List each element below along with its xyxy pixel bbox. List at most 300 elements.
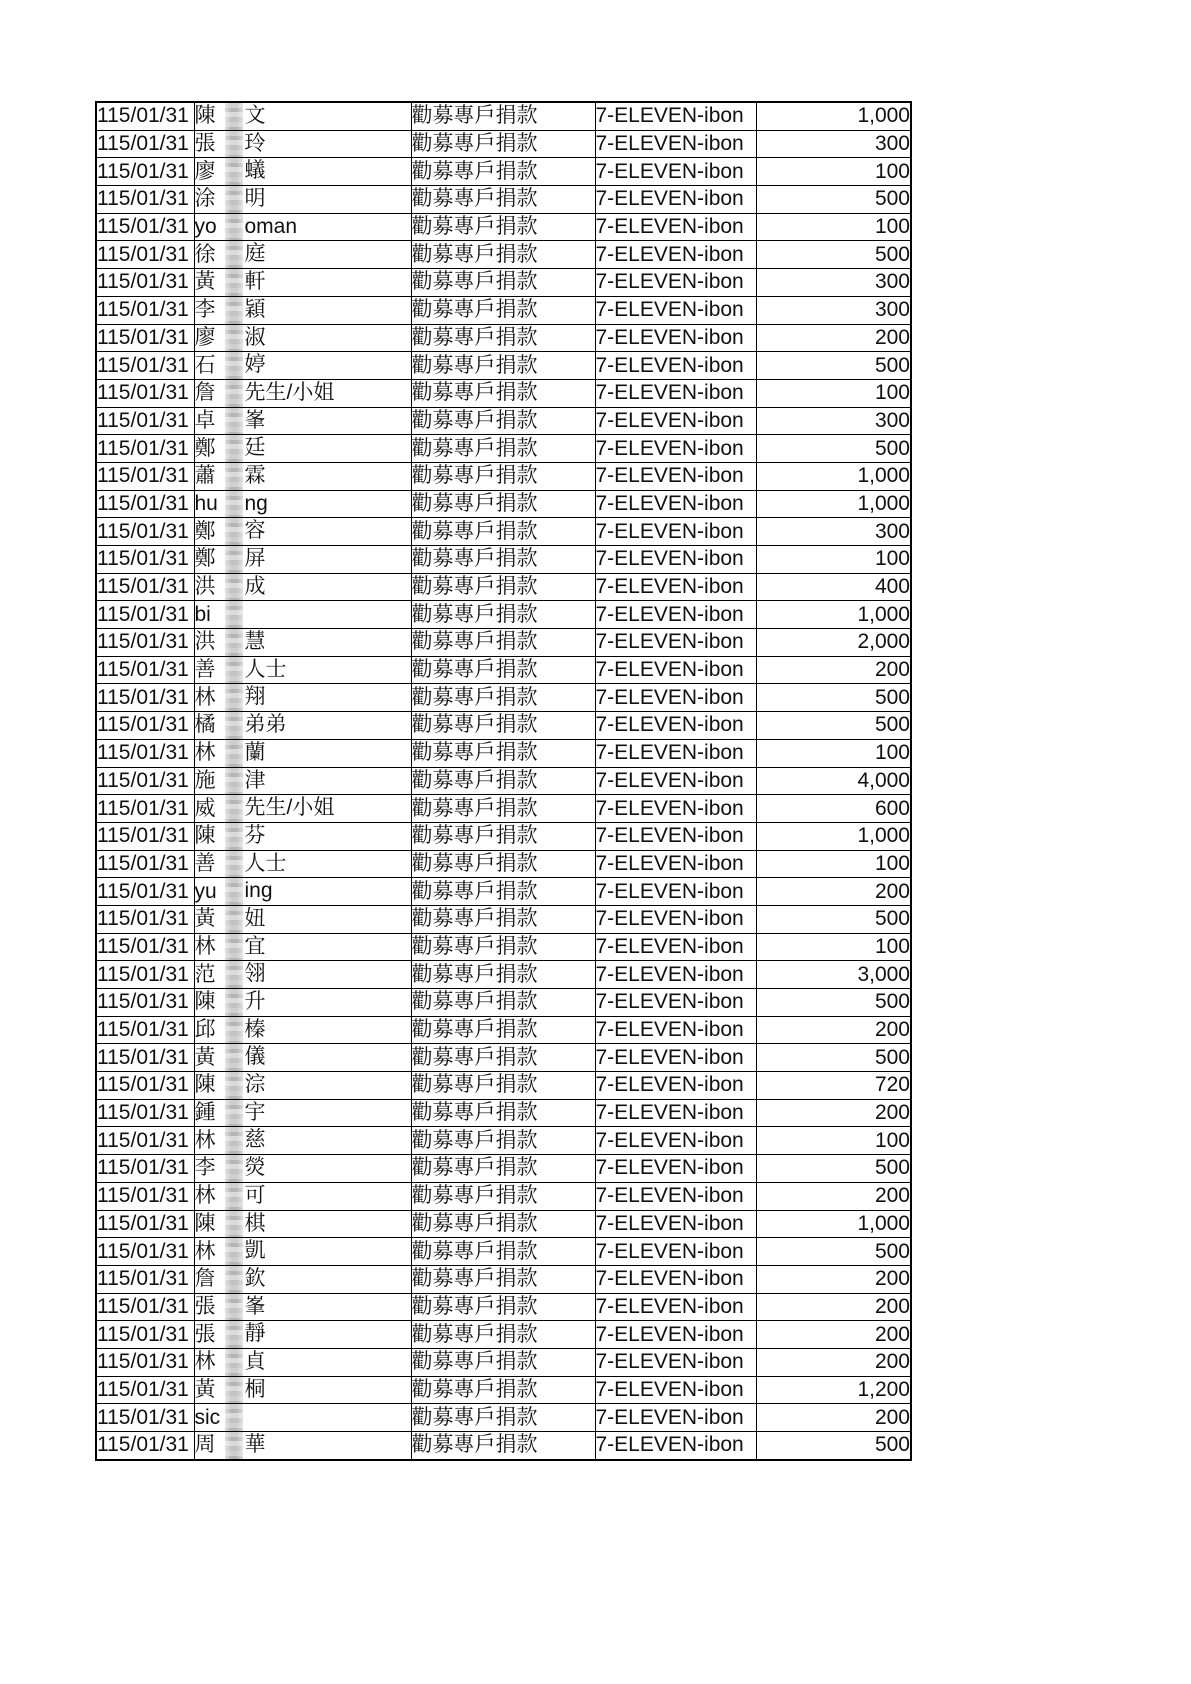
- payment-channel-cell: 7-ELEVEN-ibon: [595, 130, 756, 158]
- name-redaction-mask: [225, 158, 243, 185]
- table-row: [96, 1099, 911, 1127]
- amount-cell: 1,000: [756, 822, 911, 850]
- donation-type-cell: 勸募專戶捐款: [411, 1210, 595, 1238]
- donation-type-cell: 勸募專戶捐款: [411, 158, 595, 186]
- table-row: [96, 379, 911, 407]
- donor-name-cell: [194, 878, 411, 906]
- donor-name-first: 周: [194, 1433, 216, 1457]
- amount-cell: 1,000: [756, 102, 911, 130]
- donation-type-cell: 勸募專戶捐款: [411, 601, 595, 629]
- table-row: [96, 712, 911, 740]
- amount-cell: 100: [756, 379, 911, 407]
- donor-name-cell: [194, 1155, 411, 1183]
- payment-channel-cell: 7-ELEVEN-ibon: [595, 102, 756, 130]
- payment-channel-cell: 7-ELEVEN-ibon: [595, 518, 756, 546]
- donor-name-cell: [194, 629, 411, 657]
- name-redaction-mask: [225, 629, 243, 656]
- amount-cell: 100: [756, 213, 911, 241]
- donor-name-cell: [194, 546, 411, 574]
- table-row: [96, 850, 911, 878]
- table-row: [96, 435, 911, 463]
- amount-cell: 3,000: [756, 961, 911, 989]
- donor-name-last: 人士: [244, 657, 287, 681]
- date-cell: 115/01/31: [96, 1432, 194, 1460]
- date-cell: 115/01/31: [96, 573, 194, 601]
- table-row: [96, 462, 911, 490]
- date-cell: 115/01/31: [96, 1016, 194, 1044]
- donor-name-first: 詹: [194, 1267, 216, 1291]
- name-redaction-mask: [225, 352, 243, 379]
- date-cell: 115/01/31: [96, 1182, 194, 1210]
- donor-name-last: 芬: [244, 823, 266, 847]
- donor-name-cell: [194, 352, 411, 380]
- donor-name-cell: [194, 518, 411, 546]
- donation-type-cell: 勸募專戶捐款: [411, 379, 595, 407]
- payment-channel-cell: 7-ELEVEN-ibon: [595, 1127, 756, 1155]
- amount-cell: 200: [756, 656, 911, 684]
- payment-channel-cell: 7-ELEVEN-ibon: [595, 1016, 756, 1044]
- donation-type-cell: 勸募專戶捐款: [411, 269, 595, 297]
- donor-name-first: 范: [194, 962, 216, 986]
- donation-type-cell: 勸募專戶捐款: [411, 1293, 595, 1321]
- donor-name-first: 陳: [194, 1211, 216, 1235]
- date-cell: 115/01/31: [96, 933, 194, 961]
- donor-name-last: 貞: [244, 1349, 266, 1373]
- donation-type-cell: 勸募專戶捐款: [411, 241, 595, 269]
- donor-name-cell: [194, 656, 411, 684]
- donation-type-cell: 勸募專戶捐款: [411, 1348, 595, 1376]
- date-cell: 115/01/31: [96, 186, 194, 214]
- name-redaction-mask: [225, 463, 243, 490]
- donor-name-cell: [194, 989, 411, 1017]
- payment-channel-cell: 7-ELEVEN-ibon: [595, 1099, 756, 1127]
- donor-name-first: 洪: [194, 630, 216, 654]
- donor-name-last: 明: [244, 187, 266, 211]
- donor-name-cell: [194, 1127, 411, 1155]
- donor-name-cell: [194, 1321, 411, 1349]
- payment-channel-cell: 7-ELEVEN-ibon: [595, 1238, 756, 1266]
- donation-type-cell: 勸募專戶捐款: [411, 712, 595, 740]
- donation-type-cell: 勸募專戶捐款: [411, 546, 595, 574]
- donation-table: [95, 101, 912, 1461]
- donation-type-cell: 勸募專戶捐款: [411, 1321, 595, 1349]
- amount-cell: 2,000: [756, 629, 911, 657]
- date-cell: 115/01/31: [96, 1127, 194, 1155]
- donor-name-last: 翎: [244, 962, 266, 986]
- name-redaction-mask: [225, 186, 243, 213]
- date-cell: 115/01/31: [96, 1404, 194, 1432]
- payment-channel-cell: 7-ELEVEN-ibon: [595, 186, 756, 214]
- payment-channel-cell: 7-ELEVEN-ibon: [595, 269, 756, 297]
- table-row: [96, 1044, 911, 1072]
- amount-cell: 200: [756, 1016, 911, 1044]
- donor-name-first: 洪: [194, 575, 216, 599]
- donor-name-cell: [194, 379, 411, 407]
- donor-name-cell: [194, 767, 411, 795]
- table-row: [96, 1238, 911, 1266]
- donor-name-first: yu: [194, 879, 217, 903]
- name-redaction-mask: [225, 1266, 243, 1293]
- table-row: [96, 1155, 911, 1183]
- donation-type-cell: 勸募專戶捐款: [411, 1044, 595, 1072]
- donor-name-last: 弟弟: [244, 713, 287, 737]
- payment-channel-cell: 7-ELEVEN-ibon: [595, 241, 756, 269]
- name-redaction-mask: [225, 823, 243, 850]
- donor-name-first: 陳: [194, 824, 216, 848]
- payment-channel-cell: 7-ELEVEN-ibon: [595, 905, 756, 933]
- donation-type-cell: 勸募專戶捐款: [411, 684, 595, 712]
- donor-name-last: 穎: [244, 297, 266, 321]
- donation-type-cell: 勸募專戶捐款: [411, 1238, 595, 1266]
- payment-channel-cell: 7-ELEVEN-ibon: [595, 1432, 756, 1460]
- donor-name-last: 峯: [244, 408, 266, 432]
- donor-name-last: 蟻: [244, 159, 266, 183]
- donor-name-cell: [194, 1044, 411, 1072]
- name-redaction-mask: [225, 768, 243, 795]
- payment-channel-cell: 7-ELEVEN-ibon: [595, 546, 756, 574]
- payment-channel-cell: 7-ELEVEN-ibon: [595, 822, 756, 850]
- table-row: [96, 1404, 911, 1432]
- date-cell: 115/01/31: [96, 961, 194, 989]
- date-cell: 115/01/31: [96, 1044, 194, 1072]
- name-redaction-mask: [225, 408, 243, 435]
- table-row: [96, 905, 911, 933]
- donation-type-cell: 勸募專戶捐款: [411, 296, 595, 324]
- payment-channel-cell: 7-ELEVEN-ibon: [595, 656, 756, 684]
- donor-name-cell: [194, 435, 411, 463]
- date-cell: 115/01/31: [96, 684, 194, 712]
- amount-cell: 300: [756, 130, 911, 158]
- donor-name-first: yo: [194, 215, 217, 239]
- table-row: [96, 241, 911, 269]
- donation-type-cell: 勸募專戶捐款: [411, 1265, 595, 1293]
- name-redaction-mask: [225, 435, 243, 462]
- donor-name-last: 儀: [244, 1045, 266, 1069]
- payment-channel-cell: 7-ELEVEN-ibon: [595, 407, 756, 435]
- date-cell: 115/01/31: [96, 269, 194, 297]
- amount-cell: 200: [756, 324, 911, 352]
- donor-name-cell: [194, 850, 411, 878]
- donor-name-last: 津: [244, 768, 266, 792]
- donor-name-cell: [194, 102, 411, 130]
- date-cell: 115/01/31: [96, 850, 194, 878]
- donor-name-last: 榛: [244, 1017, 266, 1041]
- amount-cell: 1,000: [756, 601, 911, 629]
- donor-name-first: 林: [194, 934, 216, 958]
- date-cell: 115/01/31: [96, 1293, 194, 1321]
- donor-name-last: 先生/小姐: [244, 796, 335, 820]
- donor-name-last: 蘭: [244, 740, 266, 764]
- date-cell: 115/01/31: [96, 158, 194, 186]
- donor-name-first: 張: [194, 132, 216, 156]
- table-row: [96, 1348, 911, 1376]
- table-row: [96, 158, 911, 186]
- amount-cell: 200: [756, 1265, 911, 1293]
- donor-name-cell: [194, 712, 411, 740]
- donor-name-first: 李: [194, 298, 216, 322]
- donor-name-last: 先生/小姐: [244, 380, 335, 404]
- amount-cell: 100: [756, 739, 911, 767]
- donor-name-first: 橘: [194, 713, 216, 737]
- donor-name-first: 石: [194, 353, 216, 377]
- date-cell: 115/01/31: [96, 1072, 194, 1100]
- date-cell: 115/01/31: [96, 629, 194, 657]
- donation-type-cell: 勸募專戶捐款: [411, 407, 595, 435]
- name-redaction-mask: [225, 269, 243, 296]
- donor-name-last: 可: [244, 1183, 266, 1207]
- payment-channel-cell: 7-ELEVEN-ibon: [595, 795, 756, 823]
- date-cell: 115/01/31: [96, 1265, 194, 1293]
- donor-name-last: 棋: [244, 1211, 266, 1235]
- donor-name-first: 李: [194, 1156, 216, 1180]
- donor-name-last: 霖: [244, 463, 266, 487]
- payment-channel-cell: 7-ELEVEN-ibon: [595, 158, 756, 186]
- payment-channel-cell: 7-ELEVEN-ibon: [595, 490, 756, 518]
- donor-name-last: 慈: [244, 1128, 266, 1152]
- amount-cell: 500: [756, 684, 911, 712]
- name-redaction-mask: [225, 297, 243, 324]
- date-cell: 115/01/31: [96, 712, 194, 740]
- donor-name-first: 徐: [194, 242, 216, 266]
- donor-name-first: 張: [194, 1294, 216, 1318]
- donor-name-last: 文: [244, 104, 266, 127]
- date-cell: 115/01/31: [96, 435, 194, 463]
- donor-name-first: 善: [194, 851, 216, 875]
- date-cell: 115/01/31: [96, 102, 194, 130]
- table-row: [96, 1127, 911, 1155]
- donation-type-cell: 勸募專戶捐款: [411, 1182, 595, 1210]
- name-redaction-mask: [225, 1238, 243, 1265]
- amount-cell: 1,000: [756, 1210, 911, 1238]
- amount-cell: 1,000: [756, 490, 911, 518]
- donation-type-cell: 勸募專戶捐款: [411, 850, 595, 878]
- amount-cell: 200: [756, 1182, 911, 1210]
- amount-cell: 600: [756, 795, 911, 823]
- donor-name-cell: [194, 795, 411, 823]
- donor-name-first: hu: [194, 491, 218, 515]
- name-redaction-mask: [225, 601, 243, 628]
- name-redaction-mask: [225, 1155, 243, 1182]
- date-cell: 115/01/31: [96, 767, 194, 795]
- donor-name-cell: [194, 961, 411, 989]
- payment-channel-cell: 7-ELEVEN-ibon: [595, 712, 756, 740]
- name-redaction-mask: [225, 878, 243, 905]
- table-row: [96, 629, 911, 657]
- date-cell: 115/01/31: [96, 546, 194, 574]
- date-cell: 115/01/31: [96, 656, 194, 684]
- donor-name-cell: [194, 324, 411, 352]
- donor-name-cell: [194, 1265, 411, 1293]
- payment-channel-cell: 7-ELEVEN-ibon: [595, 296, 756, 324]
- donor-name-last: 宜: [244, 934, 266, 958]
- amount-cell: 100: [756, 933, 911, 961]
- amount-cell: 200: [756, 1321, 911, 1349]
- amount-cell: 1,000: [756, 462, 911, 490]
- donation-type-cell: 勸募專戶捐款: [411, 1376, 595, 1404]
- donation-type-cell: 勸募專戶捐款: [411, 490, 595, 518]
- table-row: [96, 269, 911, 297]
- name-redaction-mask: [225, 1432, 243, 1459]
- payment-channel-cell: 7-ELEVEN-ibon: [595, 850, 756, 878]
- table-row: [96, 546, 911, 574]
- donor-name-last: ing: [244, 879, 273, 903]
- name-redaction-mask: [225, 1017, 243, 1044]
- donor-name-first: 廖: [194, 159, 216, 183]
- amount-cell: 100: [756, 546, 911, 574]
- date-cell: 115/01/31: [96, 352, 194, 380]
- date-cell: 115/01/31: [96, 130, 194, 158]
- name-redaction-mask: [225, 103, 243, 130]
- table-row: [96, 961, 911, 989]
- donor-name-last: oman: [244, 214, 298, 238]
- table-row: [96, 1016, 911, 1044]
- date-cell: 115/01/31: [96, 905, 194, 933]
- donation-type-cell: 勸募專戶捐款: [411, 767, 595, 795]
- payment-channel-cell: 7-ELEVEN-ibon: [595, 379, 756, 407]
- date-cell: 115/01/31: [96, 878, 194, 906]
- date-cell: 115/01/31: [96, 601, 194, 629]
- date-cell: 115/01/31: [96, 822, 194, 850]
- donor-name-first: 鄭: [194, 436, 216, 460]
- donation-type-cell: 勸募專戶捐款: [411, 1155, 595, 1183]
- table-row: [96, 1293, 911, 1321]
- donor-name-first: 鍾: [194, 1101, 216, 1125]
- amount-cell: 500: [756, 989, 911, 1017]
- donor-name-first: 鄭: [194, 547, 216, 571]
- donation-type-cell: 勸募專戶捐款: [411, 1432, 595, 1460]
- name-redaction-mask: [225, 1321, 243, 1348]
- donor-name-last: 慧: [244, 630, 266, 654]
- donor-name-last: 屏: [244, 547, 266, 570]
- donation-type-cell: 勸募專戶捐款: [411, 1016, 595, 1044]
- donor-name-cell: [194, 241, 411, 269]
- amount-cell: 200: [756, 1099, 911, 1127]
- donor-name-first: 陳: [194, 990, 216, 1014]
- date-cell: 115/01/31: [96, 989, 194, 1017]
- donor-name-last: 玲: [244, 131, 266, 155]
- amount-cell: 300: [756, 407, 911, 435]
- table-row: [96, 296, 911, 324]
- donation-type-cell: 勸募專戶捐款: [411, 822, 595, 850]
- amount-cell: 300: [756, 269, 911, 297]
- table-row: [96, 601, 911, 629]
- donor-name-cell: [194, 1210, 411, 1238]
- table-row: [96, 573, 911, 601]
- donation-type-cell: 勸募專戶捐款: [411, 629, 595, 657]
- name-redaction-mask: [225, 851, 243, 878]
- donation-type-cell: 勸募專戶捐款: [411, 1127, 595, 1155]
- payment-channel-cell: 7-ELEVEN-ibon: [595, 878, 756, 906]
- donation-type-cell: 勸募專戶捐款: [411, 213, 595, 241]
- donation-type-cell: 勸募專戶捐款: [411, 324, 595, 352]
- name-redaction-mask: [225, 546, 243, 573]
- donor-name-cell: [194, 158, 411, 186]
- donor-name-first: 林: [194, 741, 216, 765]
- donor-name-first: 林: [194, 1350, 216, 1374]
- name-redaction-mask: [225, 934, 243, 961]
- donation-type-cell: 勸募專戶捐款: [411, 739, 595, 767]
- payment-channel-cell: 7-ELEVEN-ibon: [595, 989, 756, 1017]
- date-cell: 115/01/31: [96, 213, 194, 241]
- amount-cell: 300: [756, 296, 911, 324]
- amount-cell: 500: [756, 1155, 911, 1183]
- donor-name-first: 林: [194, 1184, 216, 1208]
- payment-channel-cell: 7-ELEVEN-ibon: [595, 684, 756, 712]
- payment-channel-cell: 7-ELEVEN-ibon: [595, 961, 756, 989]
- donation-type-cell: 勸募專戶捐款: [411, 573, 595, 601]
- payment-channel-cell: 7-ELEVEN-ibon: [595, 1293, 756, 1321]
- name-redaction-mask: [225, 214, 243, 241]
- payment-channel-cell: 7-ELEVEN-ibon: [595, 1044, 756, 1072]
- donor-name-last: 欽: [244, 1266, 266, 1290]
- amount-cell: 4,000: [756, 767, 911, 795]
- payment-channel-cell: 7-ELEVEN-ibon: [595, 1404, 756, 1432]
- donor-name-last: 桐: [244, 1377, 266, 1401]
- donor-name-cell: [194, 296, 411, 324]
- table-row: [96, 1376, 911, 1404]
- table-row: [96, 684, 911, 712]
- amount-cell: 500: [756, 186, 911, 214]
- donor-name-last: 升: [244, 990, 266, 1013]
- donation-type-cell: 勸募專戶捐款: [411, 795, 595, 823]
- donor-name-last: 妞: [244, 906, 266, 930]
- date-cell: 115/01/31: [96, 1348, 194, 1376]
- donor-name-cell: [194, 905, 411, 933]
- donor-name-first: 卓: [194, 408, 216, 432]
- payment-channel-cell: 7-ELEVEN-ibon: [595, 1155, 756, 1183]
- date-cell: 115/01/31: [96, 1321, 194, 1349]
- date-cell: 115/01/31: [96, 462, 194, 490]
- donor-name-last: 容: [244, 519, 266, 543]
- donor-name-first: 林: [194, 1128, 216, 1152]
- amount-cell: 500: [756, 905, 911, 933]
- donor-name-first: sic: [194, 1405, 221, 1429]
- table-row: [96, 1432, 911, 1460]
- donor-name-first: 鄭: [194, 519, 216, 543]
- date-cell: 115/01/31: [96, 490, 194, 518]
- donation-type-cell: 勸募專戶捐款: [411, 989, 595, 1017]
- amount-cell: 500: [756, 352, 911, 380]
- donation-type-cell: 勸募專戶捐款: [411, 1099, 595, 1127]
- table-row: [96, 186, 911, 214]
- date-cell: 115/01/31: [96, 795, 194, 823]
- amount-cell: 200: [756, 878, 911, 906]
- table-row: [96, 933, 911, 961]
- amount-cell: 100: [756, 158, 911, 186]
- donation-type-cell: 勸募專戶捐款: [411, 905, 595, 933]
- donor-name-first: 涂: [194, 187, 216, 211]
- donor-name-last: 人士: [244, 851, 287, 875]
- donor-name-cell: [194, 462, 411, 490]
- name-redaction-mask: [225, 712, 243, 739]
- payment-channel-cell: 7-ELEVEN-ibon: [595, 1265, 756, 1293]
- payment-channel-cell: 7-ELEVEN-ibon: [595, 462, 756, 490]
- table-body: [96, 102, 911, 1460]
- date-cell: 115/01/31: [96, 1210, 194, 1238]
- table-row: [96, 213, 911, 241]
- name-redaction-mask: [225, 795, 243, 822]
- table-row: [96, 767, 911, 795]
- date-cell: 115/01/31: [96, 379, 194, 407]
- table-row: [96, 739, 911, 767]
- donor-name-first: 黃: [194, 1045, 216, 1069]
- date-cell: 115/01/31: [96, 1376, 194, 1404]
- name-redaction-mask: [225, 518, 243, 545]
- donor-name-first: 林: [194, 1239, 216, 1263]
- donor-name-cell: [194, 1016, 411, 1044]
- table-row: [96, 1210, 911, 1238]
- table-row: [96, 352, 911, 380]
